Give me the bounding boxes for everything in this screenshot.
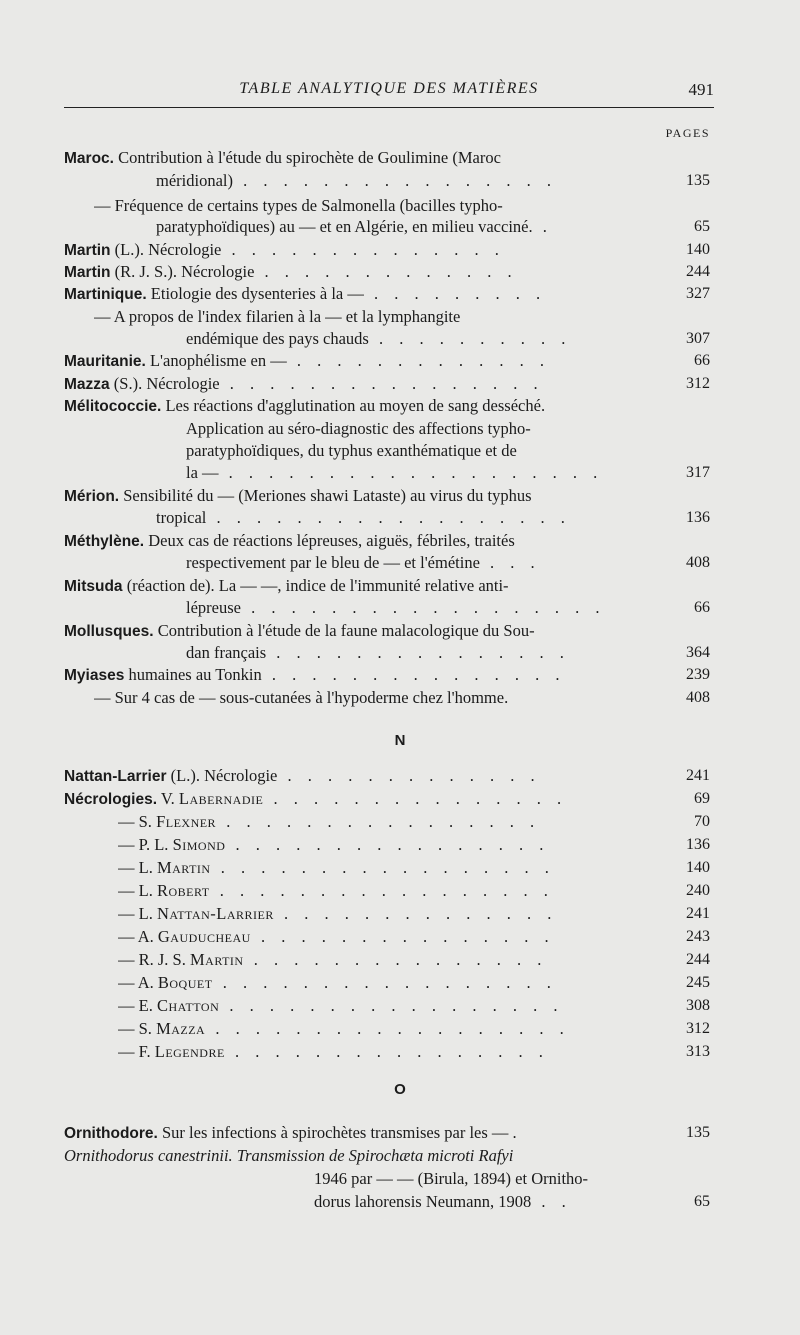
entry-name: Mazza: [156, 1019, 206, 1038]
entry-page-number: 244: [686, 951, 710, 968]
entry-text: Sensibilité du — (Meriones shawi Lataste) au virus du typhus: [119, 486, 532, 505]
index-line: [0, 972, 800, 994]
index-line: [0, 507, 800, 529]
index-line-text: [118, 857, 650, 879]
index-line: [0, 1018, 800, 1040]
index-line: [0, 788, 800, 810]
entry-text: Contribution à l'étude du spirochète de Goulimine (Maroc: [113, 148, 501, 167]
entry-text: Ornithodorus canestrinii. Transmission de Spirochæta microti Rafyi: [64, 1146, 514, 1165]
index-line-text: [186, 642, 650, 664]
index-line: [0, 834, 800, 856]
entry-name: Gauducheau: [157, 927, 251, 946]
leader-dots: . . . . . . . . . . . . .: [254, 262, 518, 281]
index-line-text: [64, 664, 650, 687]
index-line: [0, 1122, 800, 1144]
leader-dots: . . . . . . . . . . . . . . .: [243, 950, 548, 969]
leader-dots: . . . . . . . . . .: [368, 329, 572, 348]
index-line: [0, 880, 800, 902]
entry-page-number: 408: [686, 689, 710, 706]
index-line-text: [64, 261, 650, 284]
index-line-text: [156, 216, 650, 238]
index-line-text: [64, 620, 650, 643]
entry-name: Martin: [156, 858, 211, 877]
index-line: [0, 418, 800, 440]
entry-page-number: 244: [686, 263, 710, 280]
entry-text: lépreuse: [186, 598, 241, 617]
entry-page-number: 241: [686, 767, 710, 784]
index-line-text: [118, 972, 650, 994]
index-line-text: [186, 597, 650, 619]
entry-page-number: 66: [694, 599, 710, 616]
header-rule: [64, 107, 714, 108]
index-line: [0, 462, 800, 484]
leader-dots: . . . . . . . . . . . . . .: [221, 240, 505, 259]
index-line-text: [64, 147, 650, 170]
entry-page-number: 245: [686, 974, 710, 991]
index-line-text: [156, 507, 650, 529]
index-line-text: [118, 1018, 650, 1040]
index-line: [0, 373, 800, 395]
index-line: [0, 261, 800, 283]
pages-column-label: PAGES: [665, 126, 710, 140]
entry-name: Labernadie: [178, 789, 264, 808]
index-line: [0, 597, 800, 619]
entry-page-number: 65: [694, 218, 710, 235]
leader-dots: . . . . . . . . . . . . . . . . .: [209, 881, 554, 900]
entry-text: dorus lahorensis Neumann, 1908: [314, 1192, 532, 1211]
index-line: [0, 642, 800, 664]
index-line-text: [186, 440, 650, 462]
entry-page-number: 240: [686, 882, 710, 899]
leader-dots: . . . . . . . . . . . . . . . .: [216, 812, 541, 831]
leader-dots: . . . . . . . . . . . . . . . . .: [210, 858, 555, 877]
leader-dots: . . . . . . . . . . . . . . . .: [224, 1042, 549, 1061]
entry-text: respectivement par le bleu de — et l'émétine: [186, 553, 480, 572]
entry-page-number: 65: [694, 1193, 710, 1210]
entry-page-number: 313: [686, 1043, 710, 1060]
leader-dots: . . . . . . . . . . . . . . . . .: [212, 973, 557, 992]
index-line-text: [64, 350, 650, 373]
section-letter: N: [394, 732, 406, 749]
index-line: [0, 350, 800, 372]
index-line-text: [64, 575, 650, 598]
entry-page-number: 327: [686, 285, 710, 302]
index-line: [0, 195, 800, 217]
index-line: [0, 1145, 800, 1167]
entry-text: — R. J. S.: [118, 950, 190, 969]
running-header: [64, 80, 714, 110]
entry-text: méridional): [156, 171, 233, 190]
entry-text: — L.: [118, 904, 157, 923]
index-line-text: [118, 834, 650, 856]
index-line-text: [94, 687, 650, 709]
leader-dots: . . . . . . . . . . . . . . .: [266, 643, 570, 662]
index-line: [0, 857, 800, 879]
entry-text: 1946 par — — (Birula, 1894) et Ornitho-: [314, 1169, 589, 1188]
entry-page-number: 241: [686, 905, 710, 922]
entry-text: — Fréquence de certains types de Salmonella (bacilles typho-: [94, 196, 503, 215]
entry-page-number: 66: [694, 352, 710, 369]
entry-keyword: Maroc.: [64, 150, 114, 167]
entry-page-number: 307: [686, 330, 710, 347]
entry-page-number: 136: [686, 509, 710, 526]
leader-dots: . . . . . . . . . . . . . . . . . .: [205, 1019, 570, 1038]
entry-name: Chatton: [156, 996, 220, 1015]
index-line-text: [314, 1168, 650, 1190]
entry-page-number: 312: [686, 375, 710, 392]
entry-keyword: Myiases: [64, 667, 125, 684]
entry-page-number: 408: [686, 554, 710, 571]
leader-dots: . . . . . . . . . . . . . . . . . . .: [218, 463, 604, 482]
leader-dots: .: [532, 217, 553, 236]
entry-page-number: 239: [686, 666, 710, 683]
entry-page-number: 135: [686, 1124, 710, 1141]
entry-text: — P. L.: [118, 835, 173, 854]
entry-text: — E.: [118, 996, 157, 1015]
index-line: [0, 552, 800, 574]
entry-text: — F.: [118, 1042, 155, 1061]
entry-page-number: 136: [686, 836, 710, 853]
index-line-text: [118, 995, 650, 1017]
entry-keyword: Mélitococcie.: [64, 398, 162, 415]
index-line-text: [118, 880, 650, 902]
leader-dots: . . . . . . . . . . . . . .: [273, 904, 558, 923]
index-line-text: [64, 485, 650, 508]
index-line: [0, 1041, 800, 1063]
entry-text: — Sur 4 cas de — sous-cutanées à l'hypoderme chez l'homme.: [94, 688, 509, 707]
index-line: [0, 216, 800, 238]
index-line: [0, 530, 800, 552]
index-line-text: [94, 195, 650, 217]
entry-keyword: Ornithodore.: [64, 1125, 158, 1142]
entry-page-number: 69: [694, 790, 710, 807]
entry-text: endémique des pays chauds: [186, 329, 369, 348]
entry-text: Application au séro-diagnostic des affections typho-: [186, 419, 531, 438]
entry-page-number: 135: [686, 172, 710, 189]
entry-text: — L.: [118, 881, 157, 900]
index-line-text: [118, 1041, 650, 1063]
entry-name: Legendre: [154, 1042, 225, 1061]
section-letter: O: [394, 1081, 406, 1098]
leader-dots: . . .: [479, 553, 541, 572]
index-line: [0, 147, 800, 169]
index-line-text: [64, 283, 650, 306]
index-line: [0, 440, 800, 462]
leader-dots: . . . . . . . . . . . . .: [286, 351, 550, 370]
entry-keyword: Méthylène.: [64, 533, 145, 550]
index-line: [0, 903, 800, 925]
index-line-text: [64, 1145, 650, 1167]
leader-dots: . . . . . . . . . . . . . . . . .: [219, 996, 564, 1015]
entry-text: paratyphoïdiques, du typhus exanthématique et de: [186, 441, 517, 460]
entry-text: (L.). Nécrologie: [166, 766, 278, 785]
index-line: [0, 395, 800, 417]
entry-text: — A.: [118, 973, 158, 992]
entry-keyword: Mollusques.: [64, 623, 154, 640]
entry-text: Les réactions d'agglutination au moyen de sang desséché.: [161, 396, 546, 415]
entry-text: — A.: [118, 927, 158, 946]
leader-dots: . . . . . . . . . . . . . . . .: [219, 374, 544, 393]
entry-keyword: Mérion.: [64, 488, 120, 505]
index-line-text: [118, 811, 650, 833]
index-line: [0, 811, 800, 833]
entry-name: Robert: [156, 881, 210, 900]
index-line: [0, 687, 800, 709]
running-title: TABLE ANALYTIQUE DES MATIÈRES: [239, 80, 539, 97]
entry-name: Flexner: [156, 812, 217, 831]
entry-name: Martin: [189, 950, 244, 969]
leader-dots: . . . . . . . . . . . . .: [277, 766, 541, 785]
entry-text: Contribution à l'étude de la faune malacologique du Sou-: [153, 621, 535, 640]
entry-name: Nattan-Larrier: [156, 904, 274, 923]
index-line: [0, 485, 800, 507]
index-line-text: [186, 328, 650, 350]
index-line: [0, 1191, 800, 1213]
entry-page-number: 312: [686, 1020, 710, 1037]
entry-keyword: Mitsuda: [64, 578, 123, 595]
page-number: 491: [688, 80, 714, 99]
leader-dots: . . . . . . . . .: [363, 284, 547, 303]
entry-text: — A propos de l'index filarien à la — et la lymphangite: [94, 307, 461, 326]
index-line-text: [156, 170, 650, 192]
entry-page-number: 308: [686, 997, 710, 1014]
index-line-text: [64, 395, 650, 418]
entry-text: (S.). Nécrologie: [109, 374, 220, 393]
index-line-text: [118, 903, 650, 925]
entry-page-number: 243: [686, 928, 710, 945]
index-line: [0, 620, 800, 642]
index-line-text: [94, 306, 650, 328]
index-line-text: [64, 530, 650, 553]
entry-page-number: 70: [694, 813, 710, 830]
entry-text: (R. J. S.). Nécrologie: [110, 262, 255, 281]
leader-dots: . . . . . . . . . . . . . . . . . .: [240, 598, 606, 617]
index-line: [0, 1168, 800, 1190]
entry-page-number: 317: [686, 464, 710, 481]
entry-text: (réaction de). La — —, indice de l'immunité relative anti-: [122, 576, 509, 595]
leader-dots: . . . . . . . . . . . . . . . . . .: [206, 508, 571, 527]
index-line-text: [118, 926, 650, 948]
index-line-text: [186, 418, 650, 440]
index-line-text: [64, 788, 650, 811]
index-line-text: [186, 462, 650, 484]
leader-dots: . . . . . . . . . . . . . . . .: [232, 171, 557, 190]
index-line: [0, 306, 800, 328]
index-line: [0, 575, 800, 597]
entry-keyword: Martinique.: [64, 286, 147, 303]
index-line: [0, 283, 800, 305]
index-line: [0, 664, 800, 686]
index-line: [0, 949, 800, 971]
entry-text: humaines au Tonkin: [124, 665, 262, 684]
index-line-text: [64, 373, 650, 396]
leader-dots: . . . . . . . . . . . . . . .: [261, 665, 566, 684]
entry-text: paratyphoïdiques) au — et en Algérie, en milieu vacciné.: [156, 217, 533, 236]
leader-dots: . . . . . . . . . . . . . . .: [263, 789, 568, 808]
entry-name: Boquet: [157, 973, 213, 992]
index-line: [0, 765, 800, 787]
entry-text: (L.). Nécrologie: [110, 240, 222, 259]
entry-keyword: Nécrologies.: [64, 791, 158, 808]
leader-dots: . . . . . . . . . . . . . . . .: [225, 835, 550, 854]
entry-text: L'anophélisme en —: [145, 351, 287, 370]
entry-page-number: 140: [686, 859, 710, 876]
entry-page-number: 140: [686, 241, 710, 258]
entry-text: la —: [186, 463, 219, 482]
entry-text: — L.: [118, 858, 157, 877]
entry-page-number: 364: [686, 644, 710, 661]
index-line-text: [314, 1191, 650, 1213]
index-line-text: [118, 949, 650, 971]
entry-text: V.: [157, 789, 179, 808]
leader-dots: . .: [531, 1192, 572, 1211]
index-line-text: [64, 1122, 650, 1145]
entry-keyword: Mauritanie.: [64, 353, 146, 370]
entry-text: — S.: [118, 812, 157, 831]
entry-text: Deux cas de réactions lépreuses, aiguës, fébriles, traités: [144, 531, 515, 550]
leader-dots: . . . . . . . . . . . . . . .: [250, 927, 555, 946]
entry-name: Simond: [172, 835, 226, 854]
entry-text: Sur les infections à spirochètes transmises par les — .: [157, 1123, 517, 1142]
entry-text: Etiologie des dysenteries à la —: [146, 284, 364, 303]
entry-keyword: Martin: [64, 264, 111, 281]
index-line: [0, 239, 800, 261]
index-line: [0, 995, 800, 1017]
entry-text: dan français: [186, 643, 267, 662]
entry-text: — S.: [118, 1019, 157, 1038]
entry-keyword: Nattan-Larrier: [64, 768, 167, 785]
index-line: [0, 926, 800, 948]
entry-keyword: Martin: [64, 242, 111, 259]
index-line-text: [186, 552, 650, 574]
index-line: [0, 328, 800, 350]
index-line: [0, 170, 800, 192]
index-line-text: [64, 765, 650, 788]
entry-text: tropical: [156, 508, 207, 527]
index-line-text: [64, 239, 650, 262]
entry-keyword: Mazza: [64, 376, 110, 393]
